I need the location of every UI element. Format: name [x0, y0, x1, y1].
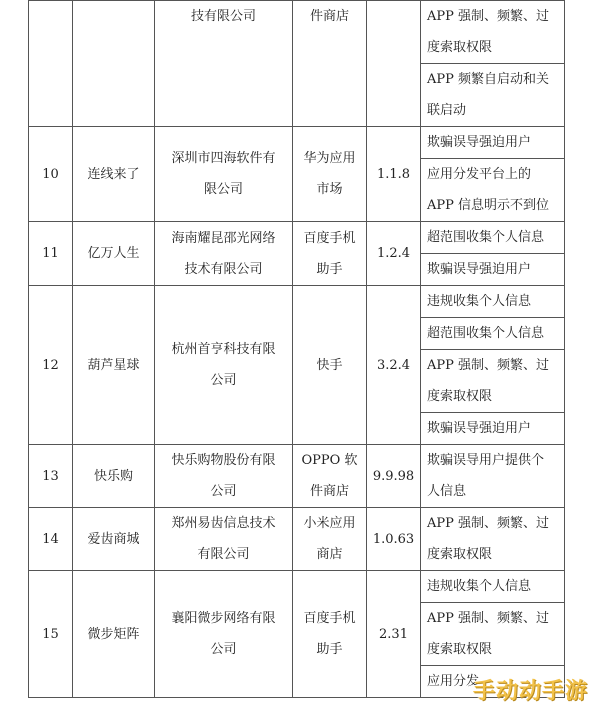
cell-company	[155, 127, 293, 222]
cell-store-line: 件商店	[309, 9, 349, 24]
cell-store-line: OPPO 软	[301, 453, 358, 468]
cell-issue	[421, 286, 565, 318]
table-row	[29, 222, 565, 254]
cell-issue-line: 违规收集个人信息	[427, 294, 532, 309]
app-violation-table	[28, 0, 565, 698]
cell-issue-line: 违规收集个人信息	[427, 579, 532, 594]
cell-no: 13	[29, 445, 73, 508]
cell-store-line: 助手	[316, 261, 343, 277]
cell-company	[155, 222, 293, 286]
cell-no: 10	[29, 127, 73, 222]
cell-issue-line: 超范围收集个人信息	[427, 326, 545, 341]
cell-company-line: 技术有限公司	[184, 261, 263, 277]
cell-name	[73, 1, 155, 127]
cell-company	[155, 508, 293, 571]
cell-issue	[421, 603, 565, 666]
cell-no	[29, 1, 73, 127]
cell-company	[155, 445, 293, 508]
cell-store-line: 市场	[316, 182, 343, 197]
cell-issue	[421, 508, 565, 571]
cell-store	[293, 508, 367, 571]
cell-issue	[421, 64, 565, 127]
cell-issue	[421, 159, 565, 222]
cell-store	[293, 571, 367, 698]
cell-issue	[421, 413, 565, 445]
cell-store-line: 百度手机	[303, 230, 356, 246]
cell-issue	[421, 1, 565, 64]
cell-store	[293, 127, 367, 222]
cell-issue	[421, 254, 565, 286]
cell-issue-line: 欺骗误导强迫用户	[427, 421, 532, 436]
cell-version: 9.9.98	[367, 445, 421, 508]
cell-issue	[421, 350, 565, 413]
cell-store-line: 百度手机	[303, 611, 356, 626]
cell-issue-line: APP 强制、频繁、过	[427, 516, 550, 531]
cell-name: 微步矩阵	[73, 571, 155, 698]
cell-version: 1.0.63	[367, 508, 421, 571]
cell-version: 2.31	[367, 571, 421, 698]
cell-company	[155, 286, 293, 445]
cell-store	[293, 1, 367, 127]
cell-company-line: 有限公司	[197, 547, 250, 562]
cell-issue-line: 度索取权限	[427, 389, 493, 404]
cell-store-line: 件商店	[309, 484, 349, 499]
cell-version: 1.1.8	[367, 127, 421, 222]
table-row	[29, 127, 565, 159]
cell-issue-line: APP 频繁自启动和关	[427, 72, 550, 87]
cell-store	[293, 286, 367, 445]
cell-version: 1.2.4	[367, 222, 421, 286]
cell-version	[367, 1, 421, 127]
cell-company	[155, 571, 293, 698]
cell-issue-line: APP 强制、频繁、过	[427, 9, 550, 24]
cell-issue-line: APP 强制、频繁、过	[427, 611, 550, 626]
cell-issue-line: 超范围收集个人信息	[427, 230, 545, 245]
cell-issue-line: APP 信息明示不到位	[427, 198, 550, 213]
watermark: 手动动手游	[472, 679, 588, 704]
table-row	[29, 445, 565, 508]
cell-no: 12	[29, 286, 73, 445]
cell-issue	[421, 445, 565, 508]
cell-issue-line: 欺骗误导强迫用户	[427, 135, 532, 150]
cell-issue-line: 欺骗误导用户提供个	[427, 453, 545, 468]
cell-issue-line: 度索取权限	[427, 642, 493, 657]
cell-company-line: 杭州首亨科技有限	[171, 342, 276, 357]
cell-issue	[421, 571, 565, 603]
cell-store-line: 华为应用	[303, 151, 356, 166]
cell-name: 亿万人生	[73, 222, 155, 286]
cell-company-line: 公司	[210, 373, 237, 388]
table-row	[29, 286, 565, 318]
cell-store-line: 快手	[316, 357, 343, 373]
cell-store-line: 小米应用	[303, 516, 356, 531]
cell-issue	[421, 222, 565, 254]
cell-company-line: 公司	[210, 484, 237, 499]
cell-company-line: 深圳市四海软件有	[171, 151, 276, 166]
cell-store-line: 助手	[316, 642, 343, 657]
table-row	[29, 508, 565, 571]
cell-version: 3.2.4	[367, 286, 421, 445]
cell-company-line: 限公司	[203, 182, 243, 197]
table-row	[29, 1, 565, 64]
cell-store	[293, 222, 367, 286]
table-row	[29, 571, 565, 603]
cell-name: 连线来了	[73, 127, 155, 222]
cell-company-line: 技有限公司	[190, 9, 256, 24]
cell-store-line: 商店	[316, 547, 343, 562]
cell-company-line: 快乐购物股份有限	[171, 453, 276, 468]
cell-issue	[421, 318, 565, 350]
cell-issue-line: 应用分发平台上的	[427, 167, 532, 182]
cell-no: 14	[29, 508, 73, 571]
cell-issue-line: APP 强制、频繁、过	[427, 358, 550, 373]
cell-company-line: 襄阳微步网络有限	[171, 611, 276, 626]
cell-name: 葫芦星球	[73, 286, 155, 445]
cell-issue-line: 欺骗误导强迫用户	[427, 262, 532, 277]
cell-name: 爱齿商城	[73, 508, 155, 571]
cell-store	[293, 445, 367, 508]
cell-company-line: 郑州易齿信息技术	[171, 516, 276, 531]
cell-issue-line: 应用分发	[427, 674, 480, 689]
cell-issue-line: 度索取权限	[427, 547, 493, 562]
cell-no: 11	[29, 222, 73, 286]
cell-issue-line: 联启动	[427, 103, 467, 118]
cell-name: 快乐购	[73, 445, 155, 508]
table-body	[29, 1, 565, 698]
cell-company	[155, 1, 293, 127]
cell-no: 15	[29, 571, 73, 698]
cell-issue-line: 度索取权限	[427, 40, 493, 55]
cell-issue-line: 人信息	[427, 484, 467, 499]
cell-company-line: 海南耀昆邵光网络	[171, 230, 276, 246]
cell-issue	[421, 127, 565, 159]
cell-company-line: 公司	[210, 642, 237, 657]
